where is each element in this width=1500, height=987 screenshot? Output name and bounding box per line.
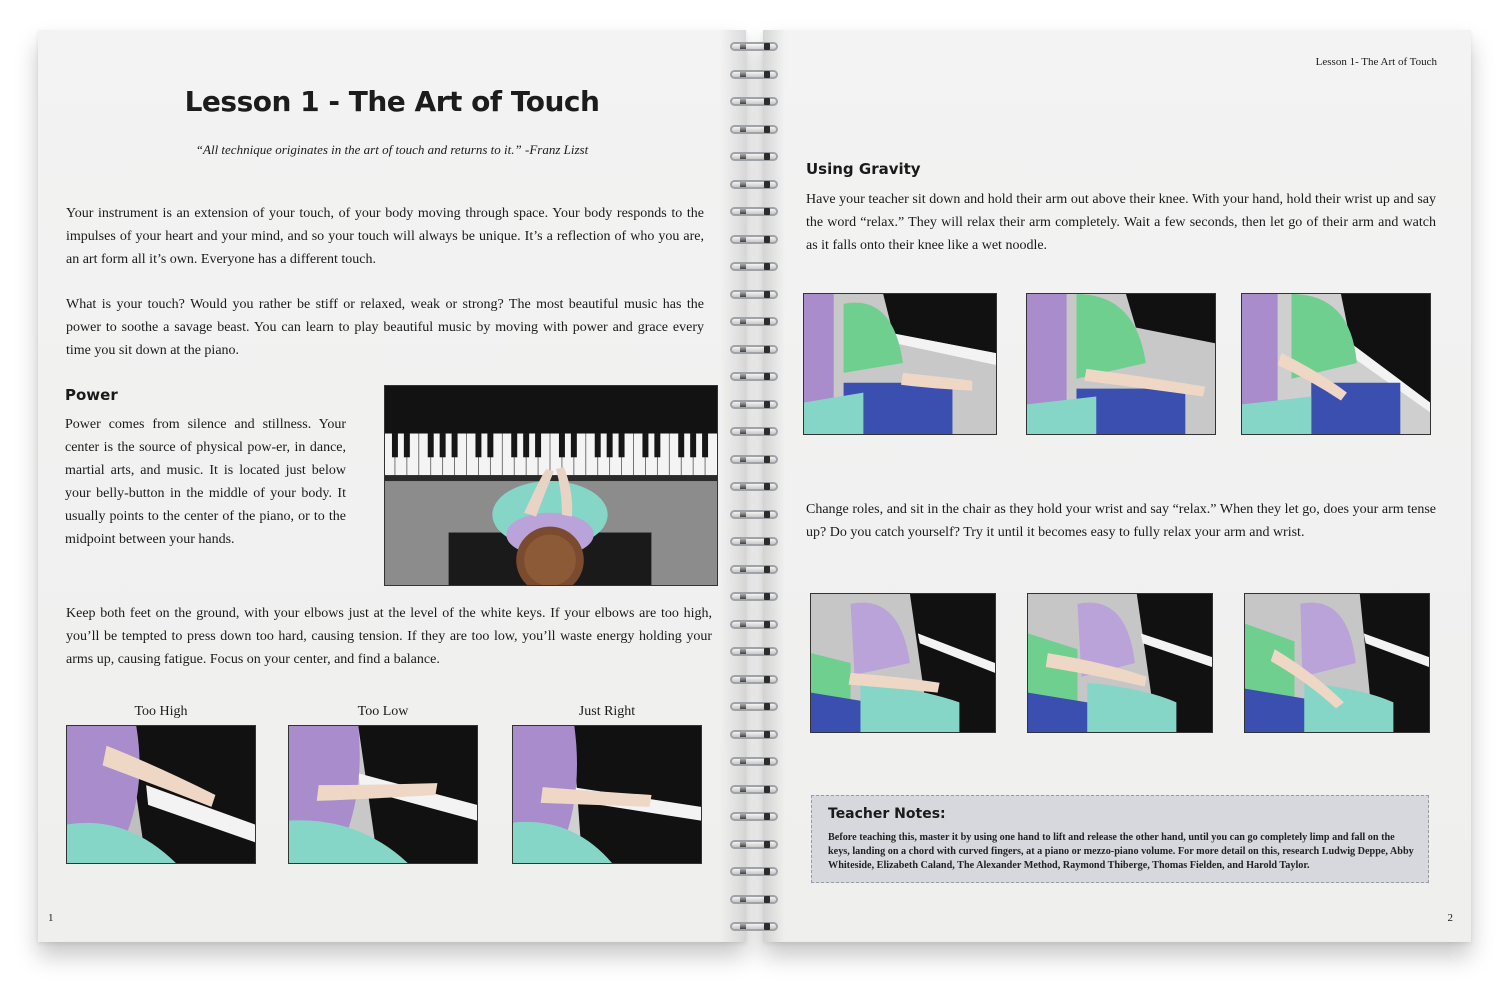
spiral-ring xyxy=(722,728,786,742)
spiral-ring xyxy=(722,590,786,604)
relax-photo-3 xyxy=(1244,593,1430,733)
spiral-ring xyxy=(722,783,786,797)
spiral-ring xyxy=(722,618,786,632)
spiral-ring xyxy=(722,343,786,357)
too-low-illustration xyxy=(288,725,478,864)
relax-photo-2 xyxy=(1027,593,1213,733)
touch-paragraph: What is your touch? Would you rather be stiff or relaxed, weak or strong? The most beautiful music has the power to soothe a savage beast. You can learn to play beautiful music by moving with power and grace every time you sit down at the piano. xyxy=(66,297,704,358)
page-number-left: 1 xyxy=(48,912,54,924)
spiral-ring xyxy=(722,370,786,384)
spiral-ring xyxy=(722,810,786,824)
spiral-ring xyxy=(722,755,786,769)
balance-paragraph: Keep both feet on the ground, with your elbows just at the level of the white keys. If your elbows are too high, you’ll be tempted to press down too hard, causing tension. If they are too low, you’ll waste energy holding your arms up, causing fatigue. Focus on your center, and find a balance. xyxy=(66,606,712,667)
using-gravity-heading: Using Gravity xyxy=(806,160,921,178)
gravity-photo-3 xyxy=(1241,293,1431,435)
spiral-ring xyxy=(722,893,786,907)
gravity-photo-1 xyxy=(803,293,997,435)
spiral-ring xyxy=(722,865,786,879)
spiral-ring xyxy=(722,40,786,54)
caption-too-high: Too High xyxy=(134,704,188,719)
spiral-ring xyxy=(722,123,786,137)
spiral-ring xyxy=(722,178,786,192)
gravity-photo-2 xyxy=(1026,293,1216,435)
spiral-binding xyxy=(722,40,786,930)
spiral-ring xyxy=(722,150,786,164)
spiral-ring xyxy=(722,508,786,522)
teacher-notes-title: Teacher Notes: xyxy=(828,806,946,822)
spiral-ring xyxy=(722,288,786,302)
spiral-ring xyxy=(722,233,786,247)
page-number-right: 2 xyxy=(1447,912,1453,924)
spiral-ring xyxy=(722,260,786,274)
spiral-ring xyxy=(722,920,786,934)
spiral-ring xyxy=(722,673,786,687)
right-page xyxy=(763,30,1471,942)
spiral-ring xyxy=(722,453,786,467)
intro-paragraph: Your instrument is an extension of your touch, of your body moving through space. Your body responds to the impulses of your heart and your mind, and so your touch will always be unique. It’s a reflection of who you are, an art form all it’s own. Everyone has a different touch. xyxy=(66,206,704,267)
spiral-ring xyxy=(722,563,786,577)
relax-photo-1 xyxy=(810,593,996,733)
teacher-notes-box xyxy=(811,795,1429,883)
spiral-ring xyxy=(722,700,786,714)
teacher-notes-text: Before teaching this, master it by using one hand to lift and release the other hand, until you can go completely limp and fall on the keys, landing on a chord with curved fingers, at a piano or mezzo-piano volume. For more detail on this, research Ludwig Deppe, Abby Whiteside, Elizabeth Caland, The Alexander Method, Raymond Thiberge, Thomas Fielden, and Harold Taylor. xyxy=(828,832,1414,871)
spiral-ring xyxy=(722,425,786,439)
spiral-ring xyxy=(722,398,786,412)
change-roles-paragraph: Change roles, and sit in the chair as they hold your wrist and say “relax.” When they let go, does your arm tense up? Do you catch yourself? Try it until it becomes easy to fully relax your arm and wrist. xyxy=(806,502,1436,540)
spiral-ring xyxy=(722,95,786,109)
spiral-ring xyxy=(722,645,786,659)
spiral-ring xyxy=(722,205,786,219)
spiral-ring xyxy=(722,480,786,494)
spiral-ring xyxy=(722,68,786,82)
epigraph-quote: “All technique originates in the art of touch and returns to it.” -Franz Lizst xyxy=(195,142,589,157)
just-right-illustration xyxy=(512,725,702,864)
spiral-ring xyxy=(722,838,786,852)
piano-overhead-illustration xyxy=(384,385,718,586)
gravity-paragraph: Have your teacher sit down and hold their arm out above their knee. With your hand, hold their wrist up and say the word “relax.” They will relax their arm completely. Wait a few seconds, then let go of their arm and watch as it falls onto their knee like a wet noodle. xyxy=(806,192,1436,253)
power-heading: Power xyxy=(65,386,118,404)
spiral-ring xyxy=(722,315,786,329)
caption-just-right: Just Right xyxy=(578,704,636,719)
spiral-ring xyxy=(722,535,786,549)
running-head: Lesson 1- The Art of Touch xyxy=(1315,56,1437,68)
power-paragraph: Power comes from silence and stillness. Your center is the source of physical pow-er, in dance, martial arts, and music. It is located just below your belly-button in the middle of your body. It usually points to the center of the piano, or to the midpoint between your hands. xyxy=(65,417,346,547)
left-page xyxy=(38,30,746,942)
caption-too-low: Too Low xyxy=(357,704,409,719)
too-high-illustration xyxy=(66,725,256,864)
page-title: Lesson 1 - The Art of Touch xyxy=(184,85,600,118)
